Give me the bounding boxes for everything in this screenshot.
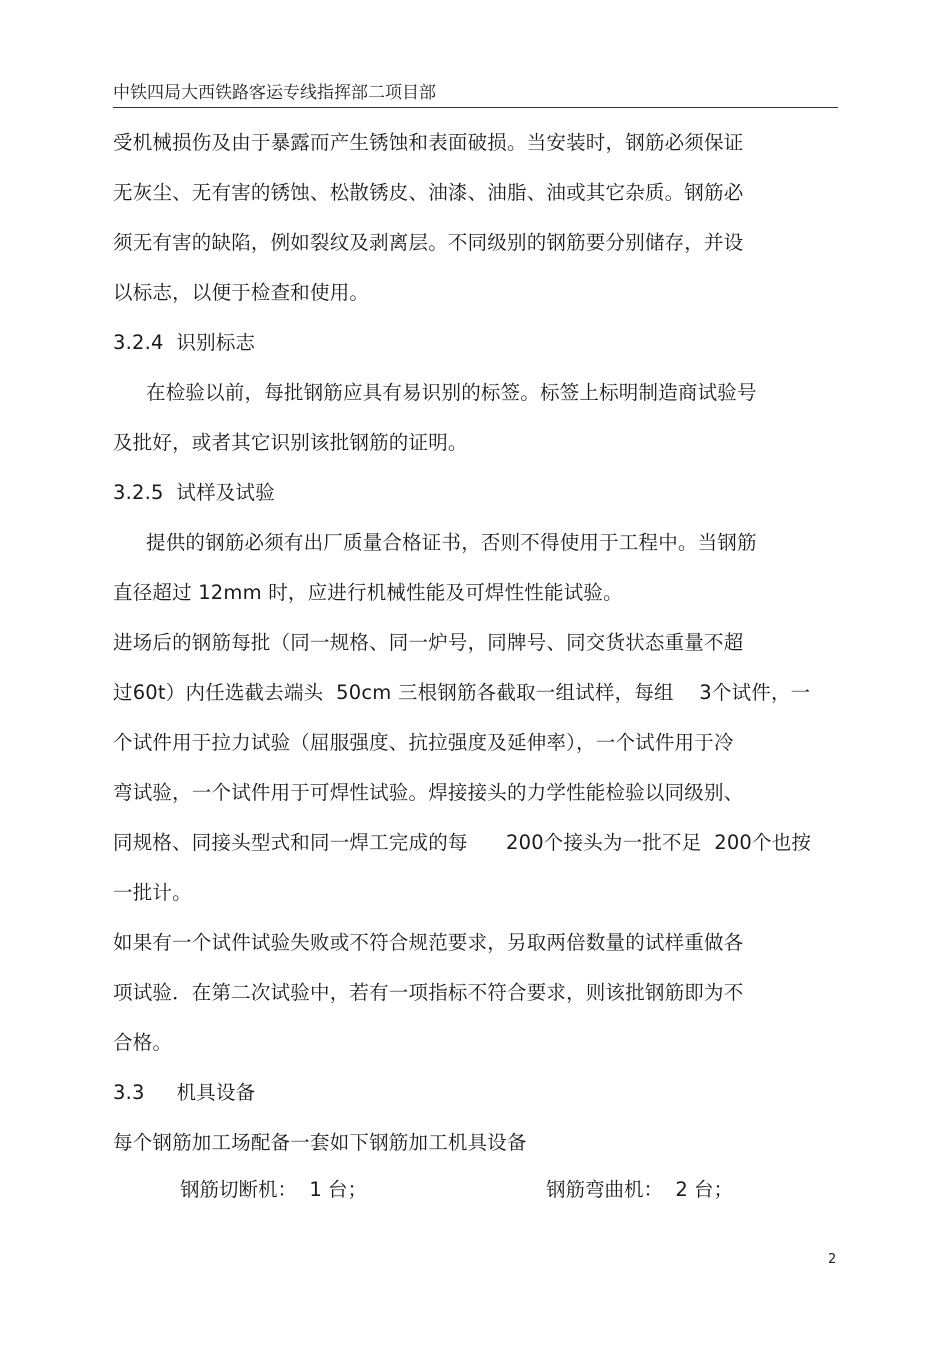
header-divider (113, 107, 838, 108)
body-line: 受机械损伤及由于暴露而产生锈蚀和表面破损。当安装时，钢筋必须保证 (113, 131, 744, 154)
equipment-item-bender: 钢筋弯曲机： 2 台； (546, 1178, 734, 1201)
section-heading: 3.3 机具设备 (113, 1081, 256, 1104)
body-line: 个试件用于拉力试验（屈服强度、抗拉强度及延伸率），一个试件用于冷 (113, 731, 734, 754)
body-line: 提供的钢筋必须有出厂质量合格证书，否则不得使用于工程中。当钢筋 (146, 531, 757, 554)
body-line: 无灰尘、无有害的锈蚀、松散锈皮、油漆、油脂、油或其它杂质。钢筋必 (113, 181, 744, 204)
page-number: 2 (828, 1252, 837, 1267)
body-line: 同规格、同接头型式和同一焊工完成的每 200个接头为一批不足 200个也按 (113, 831, 812, 854)
body-line: 须无有害的缺陷，例如裂纹及剥离层。不同级别的钢筋要分别储存，并设 (113, 231, 744, 254)
body-line: 一批计。 (113, 881, 192, 904)
section-heading: 3.2.5 试样及试验 (113, 481, 275, 504)
body-line: 过60t）内任选截去端头 50cm 三根钢筋各截取一组试样，每组 3个试件，一 (113, 681, 811, 704)
body-line: 进场后的钢筋每批（同一规格、同一炉号，同牌号、同交货状态重量不超 (113, 631, 744, 654)
body-line: 每个钢筋加工场配备一套如下钢筋加工机具设备 (113, 1131, 527, 1154)
body-line: 合格。 (113, 1031, 173, 1054)
body-line: 项试验．在第二次试验中，若有一项指标不符合要求，则该批钢筋即为不 (113, 981, 744, 1004)
body-line: 及批好，或者其它识别该批钢筋的证明。 (113, 431, 468, 454)
body-line: 在检验以前，每批钢筋应具有易识别的标签。标签上标明制造商试验号 (146, 381, 757, 404)
section-heading: 3.2.4 识别标志 (113, 331, 256, 354)
body-line: 以标志，以便于检查和使用。 (113, 281, 370, 304)
body-line: 直径超过 12mm 时，应进行机械性能及可焊性性能试验。 (113, 581, 623, 604)
body-line: 弯试验，一个试件用于可焊性试验。焊接接头的力学性能检验以同级别、 (113, 781, 744, 804)
body-line: 如果有一个试件试验失败或不符合规范要求，另取两倍数量的试样重做各 (113, 931, 744, 954)
page-header: 中铁四局大西铁路客运专线指挥部二项目部 (113, 83, 436, 103)
equipment-item-cutter: 钢筋切断机： 1 台； (180, 1178, 368, 1201)
